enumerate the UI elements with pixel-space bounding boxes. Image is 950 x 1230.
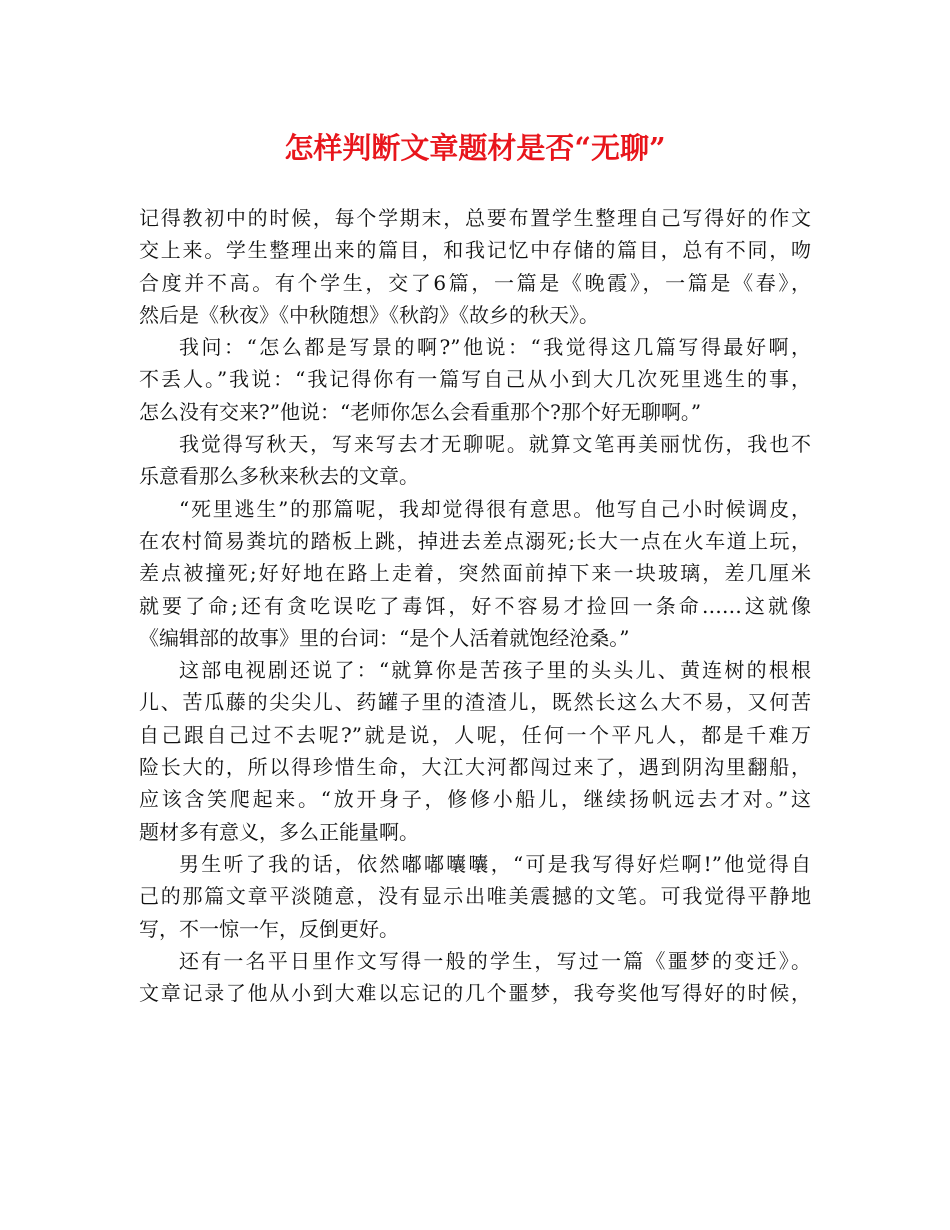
- paragraph-3: [139, 428, 811, 493]
- paragraph-4: [139, 493, 811, 654]
- text-line: 在农村简易粪坑的踏板上跳，掉进去差点溺死;长大一点在火车道上玩，: [139, 528, 811, 553]
- document-title: 怎样判断文章题材是否“无聊”: [284, 131, 666, 165]
- text-line: 题材多有意义，多么正能量啊。: [139, 819, 419, 844]
- text-line: 还有一名平日里作文写得一般的学生，写过一篇《噩梦的变迁》。: [179, 948, 811, 973]
- text-line: 《编辑部的故事》里的台词：“是个人活着就饱经沧桑。”: [139, 625, 630, 650]
- paragraph-6: [139, 848, 811, 945]
- text-line: “死里逃生”的那篇呢，我却觉得很有意思。他写自己小时候调皮，: [179, 496, 811, 521]
- text-line: 然后是《秋夜》《中秋随想》《秋韵》《故乡的秋天》。: [139, 302, 599, 327]
- text-line: 险长大的，所以得珍惜生命，大江大河都闯过来了，遇到阴沟里翻船，: [139, 755, 811, 780]
- text-line: 应该含笑爬起来。“放开身子，修修小船儿，继续扬帆远去才对。”这: [139, 787, 811, 812]
- paragraph-1: [139, 202, 811, 331]
- text-line: 合度并不高。有个学生，交了6篇，一篇是《晚霞》，一篇是《春》，: [139, 270, 811, 295]
- text-line: 怎么没有交来?”他说：“老师你怎么会看重那个?那个好无聊啊。”: [139, 399, 702, 424]
- paragraph-5: [139, 654, 811, 848]
- text-line: 不丢人。”我说：“我记得你有一篇写自己从小到大几次死里逃生的事，: [139, 367, 811, 392]
- paragraph-2: [139, 331, 811, 428]
- text-line: 男生听了我的话，依然嘟嘟囔囔，“可是我写得好烂啊!”他觉得自: [179, 851, 811, 876]
- text-line: 己的那篇文章平淡随意，没有显示出唯美震撼的文笔。可我觉得平静地: [139, 884, 811, 909]
- text-line: 儿、苦瓜藤的尖尖儿、药罐子里的渣渣儿，既然长这么大不易，又何苦: [139, 690, 811, 715]
- text-line: 自己跟自己过不去呢?”就是说，人呢，任何一个平凡人，都是千难万: [139, 722, 811, 747]
- text-line: 这部电视剧还说了：“就算你是苦孩子里的头头儿、黄连树的根根: [179, 658, 811, 683]
- text-line: 记得教初中的时候，每个学期末，总要布置学生整理自己写得好的作文: [139, 206, 811, 230]
- text-line: 我问：“怎么都是写景的啊?”他说：“我觉得这几篇写得最好啊，: [179, 335, 811, 360]
- text-line: 写，不一惊一乍，反倒更好。: [139, 916, 399, 941]
- text-line: 文章记录了他从小到大难以忘记的几个噩梦，我夸奖他写得好的时候，: [139, 981, 811, 1006]
- text-line: 我觉得写秋天，写来写去才无聊呢。就算文笔再美丽忧伤，我也不: [179, 432, 811, 457]
- paragraph-7: [139, 945, 811, 1010]
- article-body: [139, 202, 811, 1009]
- text-line: 交上来。学生整理出来的篇目，和我记忆中存储的篇目，总有不同，吻: [139, 238, 811, 263]
- text-line: 乐意看那么多秋来秋去的文章。: [139, 464, 419, 489]
- text-line: 就要了命;还有贪吃误吃了毒饵，好不容易才捡回一条命……这就像: [139, 593, 811, 618]
- text-line: 差点被撞死;好好地在路上走着，突然面前掉下来一块玻璃，差几厘米: [139, 561, 811, 586]
